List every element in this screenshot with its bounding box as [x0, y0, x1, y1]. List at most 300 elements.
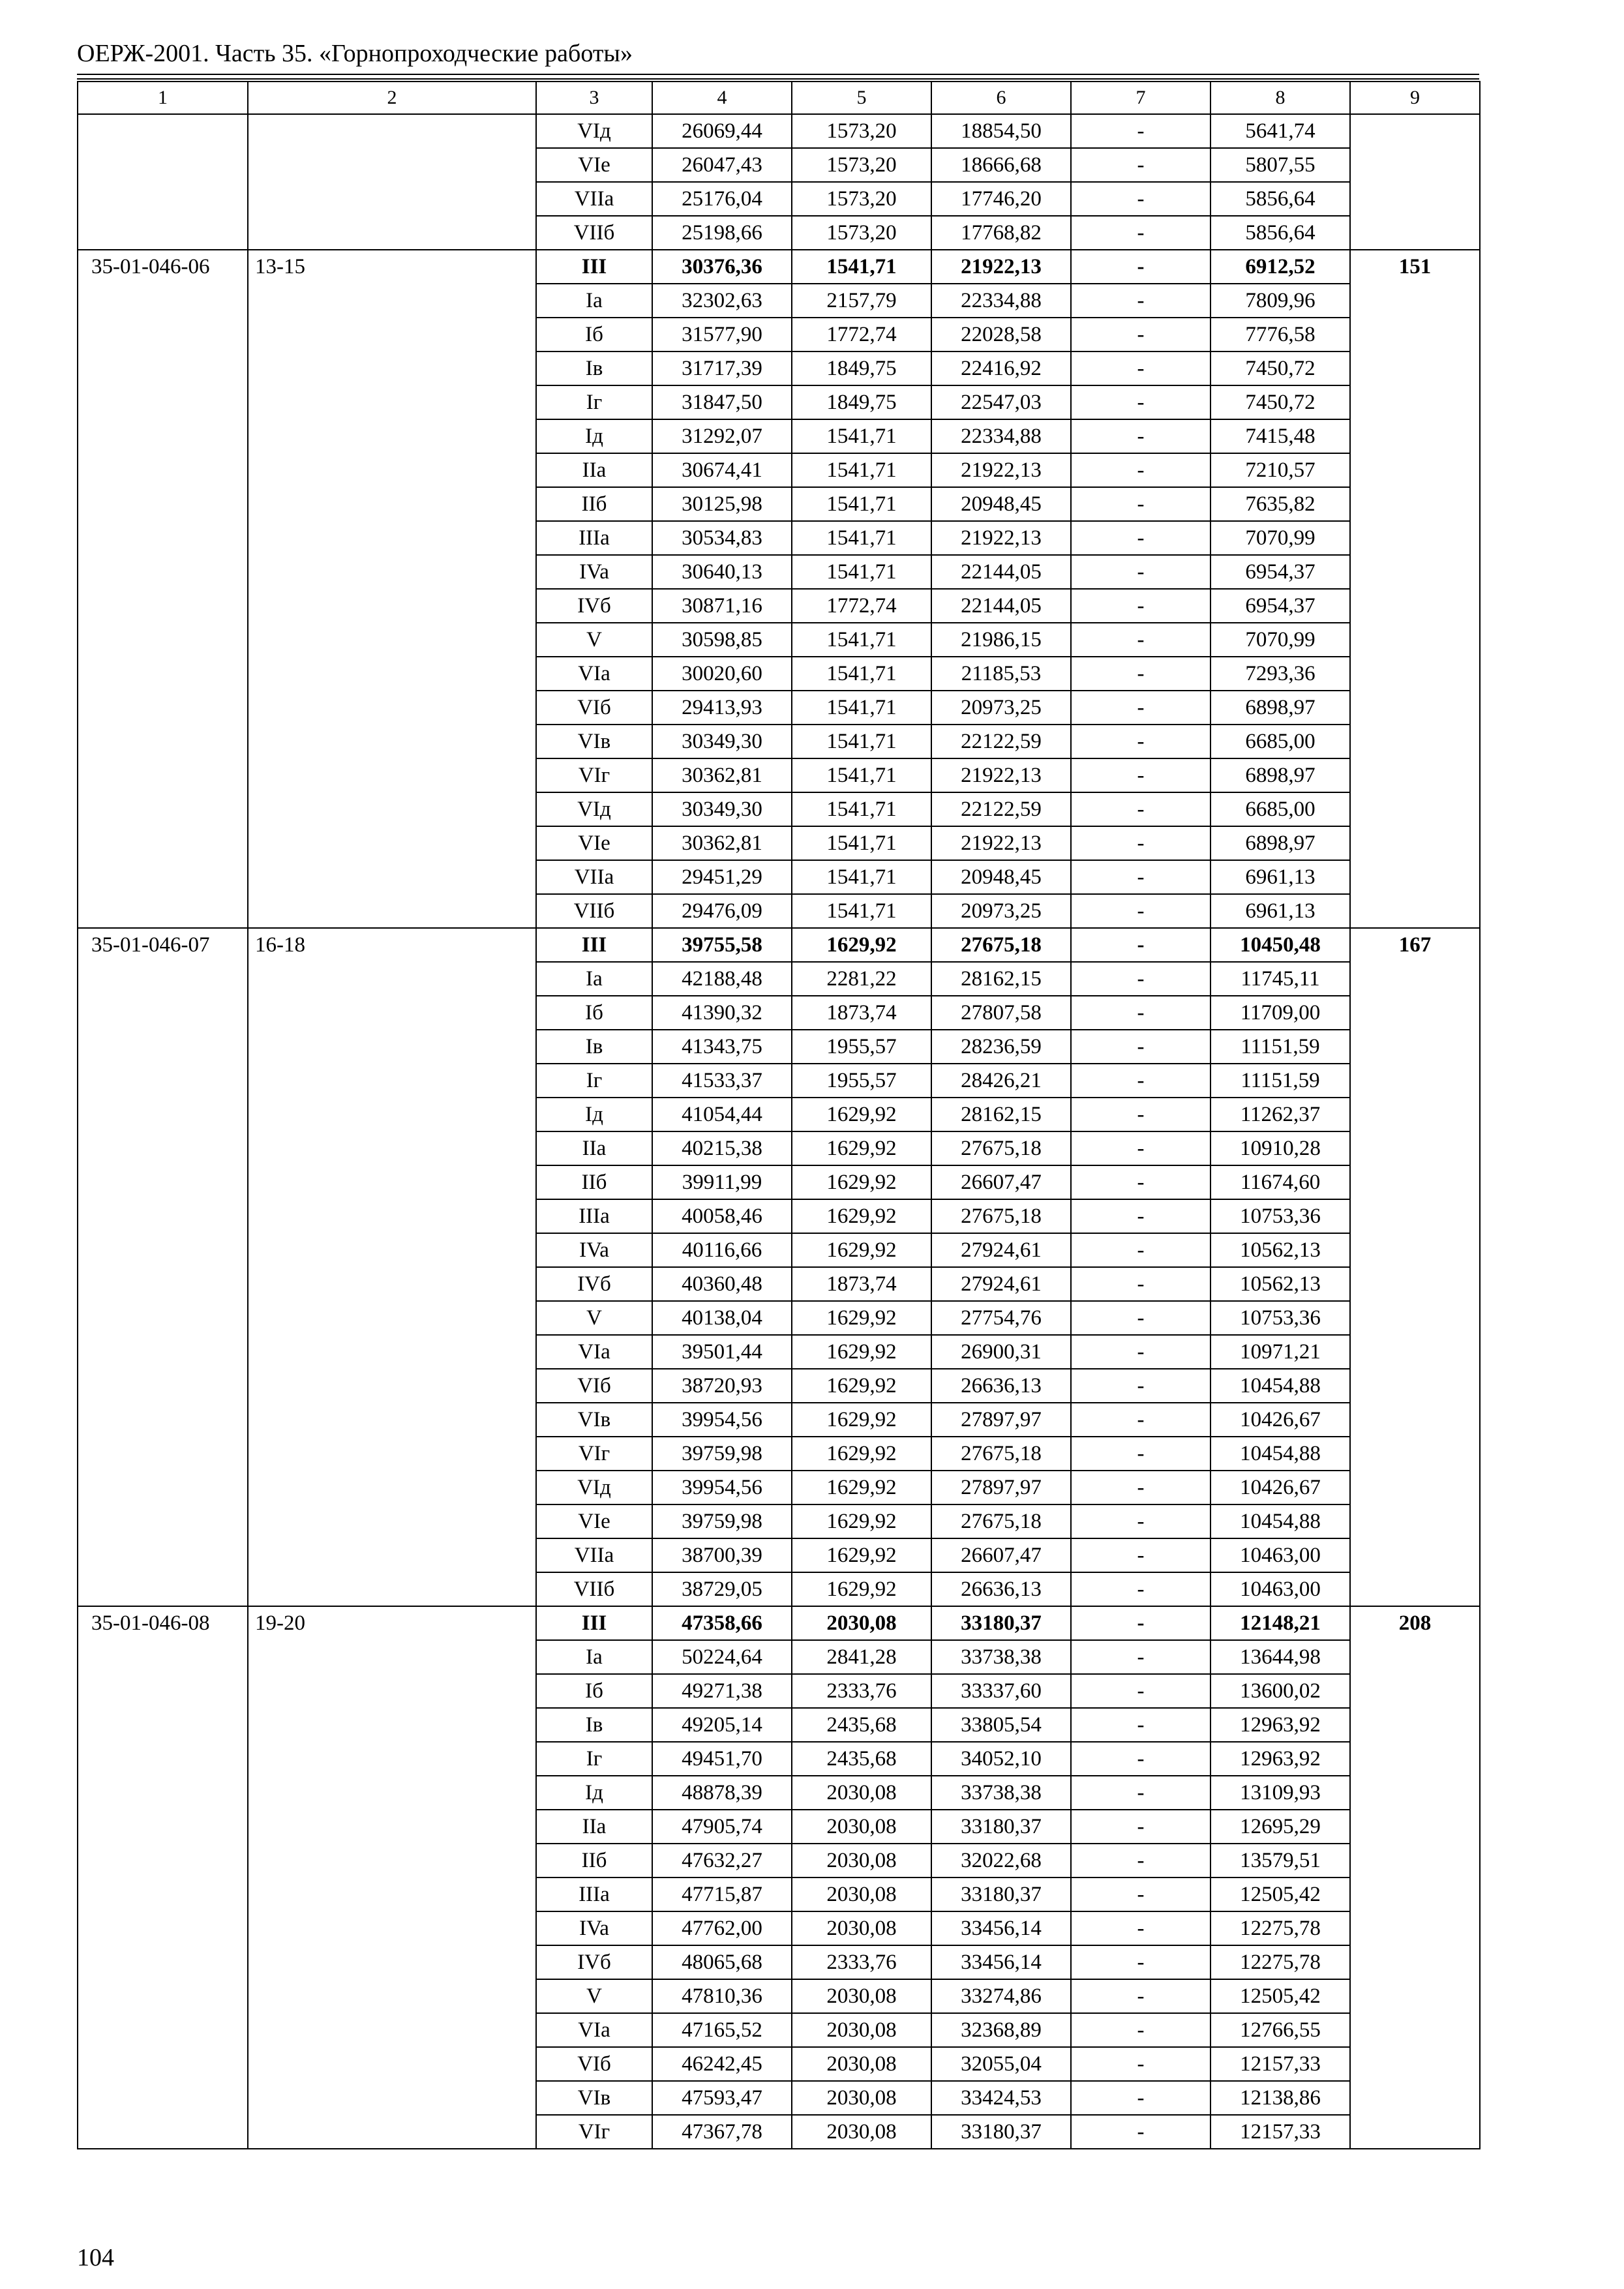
category-cell: Iг — [536, 1064, 652, 1098]
value-cell: 40116,66 — [652, 1233, 792, 1267]
value-cell: 33180,37 — [931, 1810, 1071, 1844]
value-cell: 6898,97 — [1210, 758, 1350, 792]
value-cell: 10562,13 — [1210, 1233, 1350, 1267]
value-cell: - — [1071, 1131, 1210, 1165]
value-cell: 6961,13 — [1210, 860, 1350, 894]
value-cell: 6898,97 — [1210, 691, 1350, 725]
column-9-cell: 167 — [1350, 928, 1480, 1606]
value-cell: - — [1071, 1640, 1210, 1674]
value-cell: 47715,87 — [652, 1878, 792, 1911]
value-cell: 1541,71 — [792, 792, 931, 826]
column-number: 8 — [1210, 82, 1350, 114]
value-cell: - — [1071, 2081, 1210, 2115]
category-cell: Iв — [536, 1708, 652, 1742]
value-cell: 1541,71 — [792, 487, 931, 521]
value-cell: 20973,25 — [931, 691, 1071, 725]
column-9-cell: 151 — [1350, 250, 1480, 928]
column-9-cell: 208 — [1350, 1606, 1480, 2149]
value-cell: 22334,88 — [931, 284, 1071, 318]
category-cell: IIIa — [536, 1199, 652, 1233]
value-cell: 22416,92 — [931, 352, 1071, 385]
category-cell: III — [536, 1606, 652, 1640]
value-cell: 47905,74 — [652, 1810, 792, 1844]
value-cell: 38729,05 — [652, 1572, 792, 1606]
category-cell: Ia — [536, 284, 652, 318]
value-cell: 33738,38 — [931, 1640, 1071, 1674]
value-cell: 12505,42 — [1210, 1979, 1350, 2013]
category-cell: IIa — [536, 453, 652, 487]
category-cell: VIIб — [536, 894, 652, 928]
value-cell: 27675,18 — [931, 928, 1071, 962]
value-cell: 33180,37 — [931, 1606, 1071, 1640]
value-cell: - — [1071, 487, 1210, 521]
column-number: 1 — [78, 82, 248, 114]
header-rule-top — [77, 74, 1479, 75]
value-cell: 1629,92 — [792, 1131, 931, 1165]
value-cell: 6898,97 — [1210, 826, 1350, 860]
value-cell: 21185,53 — [931, 657, 1071, 691]
value-cell: 40360,48 — [652, 1267, 792, 1301]
value-cell: - — [1071, 1742, 1210, 1776]
value-cell: 1629,92 — [792, 1572, 931, 1606]
value-cell: - — [1071, 860, 1210, 894]
value-cell: 1873,74 — [792, 996, 931, 1030]
value-cell: 41343,75 — [652, 1030, 792, 1064]
category-cell: VIe — [536, 826, 652, 860]
value-cell: 7070,99 — [1210, 521, 1350, 555]
value-cell: 27754,76 — [931, 1301, 1071, 1335]
value-cell: 12157,33 — [1210, 2047, 1350, 2081]
value-cell: 41390,32 — [652, 996, 792, 1030]
value-cell: 31577,90 — [652, 318, 792, 352]
value-cell: 29451,29 — [652, 860, 792, 894]
value-cell: 2030,08 — [792, 1776, 931, 1810]
value-cell: 47367,78 — [652, 2115, 792, 2149]
value-cell: 7450,72 — [1210, 385, 1350, 419]
value-cell: 30349,30 — [652, 725, 792, 758]
category-cell: IVб — [536, 1267, 652, 1301]
value-cell: - — [1071, 148, 1210, 182]
value-cell: 1541,71 — [792, 555, 931, 589]
category-cell: VIe — [536, 1504, 652, 1538]
category-cell: IVa — [536, 555, 652, 589]
value-cell: - — [1071, 2115, 1210, 2149]
value-cell: 26636,13 — [931, 1369, 1071, 1403]
value-cell: - — [1071, 250, 1210, 284]
value-cell: - — [1071, 1335, 1210, 1369]
category-cell: VIa — [536, 1335, 652, 1369]
value-cell: 30640,13 — [652, 555, 792, 589]
value-cell: - — [1071, 1538, 1210, 1572]
value-cell: 20973,25 — [931, 894, 1071, 928]
value-cell: 1573,20 — [792, 114, 931, 148]
value-cell: 46242,45 — [652, 2047, 792, 2081]
value-cell: 1573,20 — [792, 148, 931, 182]
value-cell: 21922,13 — [931, 250, 1071, 284]
value-cell: 12766,55 — [1210, 2013, 1350, 2047]
value-cell: 11709,00 — [1210, 996, 1350, 1030]
value-cell: 1541,71 — [792, 894, 931, 928]
value-cell: 7809,96 — [1210, 284, 1350, 318]
value-cell: - — [1071, 1708, 1210, 1742]
value-cell: 30598,85 — [652, 623, 792, 657]
value-cell: 29413,93 — [652, 691, 792, 725]
category-cell: Iд — [536, 1098, 652, 1131]
value-cell: 22547,03 — [931, 385, 1071, 419]
category-cell: VIe — [536, 148, 652, 182]
category-cell: V — [536, 1979, 652, 2013]
value-cell: 17768,82 — [931, 216, 1071, 250]
value-cell: 47358,66 — [652, 1606, 792, 1640]
value-cell: 6954,37 — [1210, 589, 1350, 623]
category-cell: Iв — [536, 352, 652, 385]
value-cell: - — [1071, 453, 1210, 487]
value-cell: - — [1071, 284, 1210, 318]
category-cell: VIг — [536, 758, 652, 792]
value-cell: 41054,44 — [652, 1098, 792, 1131]
category-cell: IVa — [536, 1911, 652, 1945]
value-cell: 1541,71 — [792, 623, 931, 657]
value-cell: - — [1071, 182, 1210, 216]
value-cell: - — [1071, 2047, 1210, 2081]
page-number: 104 — [77, 2244, 114, 2271]
value-cell: 1541,71 — [792, 657, 931, 691]
value-cell: 30362,81 — [652, 826, 792, 860]
value-cell: 33180,37 — [931, 1878, 1071, 1911]
value-cell: 13579,51 — [1210, 1844, 1350, 1878]
value-cell: - — [1071, 1233, 1210, 1267]
value-cell: 1772,74 — [792, 318, 931, 352]
value-cell: - — [1071, 758, 1210, 792]
page-header — [77, 38, 1479, 69]
value-cell: 30674,41 — [652, 453, 792, 487]
rate-code-cell: 35-01-046-07 — [78, 928, 248, 1606]
value-cell: 27807,58 — [931, 996, 1071, 1030]
category-cell: VIa — [536, 657, 652, 691]
value-cell: - — [1071, 419, 1210, 453]
value-cell: 1541,71 — [792, 826, 931, 860]
table-row — [78, 114, 1480, 148]
value-cell: 40058,46 — [652, 1199, 792, 1233]
value-cell: 1629,92 — [792, 1437, 931, 1471]
value-cell: 1955,57 — [792, 1030, 931, 1064]
value-cell: - — [1071, 1301, 1210, 1335]
value-cell: 12963,92 — [1210, 1742, 1350, 1776]
value-cell: - — [1071, 318, 1210, 352]
value-cell: 21922,13 — [931, 521, 1071, 555]
value-cell: - — [1071, 1267, 1210, 1301]
value-cell: 31717,39 — [652, 352, 792, 385]
value-cell: 1629,92 — [792, 1098, 931, 1131]
column-number: 6 — [931, 82, 1071, 114]
value-cell: 10450,48 — [1210, 928, 1350, 962]
table-row — [78, 250, 1480, 284]
category-cell: Iб — [536, 1674, 652, 1708]
value-cell: 7776,58 — [1210, 318, 1350, 352]
value-cell: 41533,37 — [652, 1064, 792, 1098]
category-cell: VIв — [536, 725, 652, 758]
table-row — [78, 928, 1480, 962]
value-cell: 2030,08 — [792, 1979, 931, 2013]
value-cell: 30871,16 — [652, 589, 792, 623]
category-cell: VIг — [536, 2115, 652, 2149]
category-cell: IIa — [536, 1810, 652, 1844]
value-cell: - — [1071, 826, 1210, 860]
value-cell: 11745,11 — [1210, 962, 1350, 996]
value-cell: 21986,15 — [931, 623, 1071, 657]
value-cell: 1629,92 — [792, 1165, 931, 1199]
value-cell: 20948,45 — [931, 860, 1071, 894]
value-cell: 39954,56 — [652, 1471, 792, 1504]
category-cell: VIв — [536, 1403, 652, 1437]
value-cell: 12963,92 — [1210, 1708, 1350, 1742]
value-cell: 42188,48 — [652, 962, 792, 996]
value-cell: 47632,27 — [652, 1844, 792, 1878]
value-cell: 7635,82 — [1210, 487, 1350, 521]
value-cell: 10562,13 — [1210, 1267, 1350, 1301]
value-cell: - — [1071, 2013, 1210, 2047]
value-cell: - — [1071, 1606, 1210, 1640]
value-cell: 26900,31 — [931, 1335, 1071, 1369]
value-cell: 40138,04 — [652, 1301, 792, 1335]
category-cell: IIIa — [536, 1878, 652, 1911]
column-number: 4 — [652, 82, 792, 114]
value-cell: 40215,38 — [652, 1131, 792, 1165]
value-cell: 13644,98 — [1210, 1640, 1350, 1674]
category-cell: Iг — [536, 385, 652, 419]
value-cell: 33738,38 — [931, 1776, 1071, 1810]
value-cell: 28162,15 — [931, 962, 1071, 996]
range-cell: 16-18 — [248, 928, 536, 1606]
category-cell: VIб — [536, 2047, 652, 2081]
value-cell: 11151,59 — [1210, 1030, 1350, 1064]
category-cell: VIб — [536, 1369, 652, 1403]
value-cell: 18854,50 — [931, 114, 1071, 148]
value-cell: 1629,92 — [792, 1335, 931, 1369]
value-cell: 2435,68 — [792, 1742, 931, 1776]
value-cell: 21922,13 — [931, 758, 1071, 792]
column-number-row — [78, 82, 1480, 114]
value-cell: - — [1071, 589, 1210, 623]
value-cell: - — [1071, 1674, 1210, 1708]
column-number: 7 — [1071, 82, 1210, 114]
category-cell: Ia — [536, 962, 652, 996]
value-cell: 2841,28 — [792, 1640, 931, 1674]
value-cell: 10454,88 — [1210, 1437, 1350, 1471]
column-number: 9 — [1350, 82, 1480, 114]
value-cell: 2333,76 — [792, 1945, 931, 1979]
value-cell: 12275,78 — [1210, 1911, 1350, 1945]
value-cell: 27675,18 — [931, 1131, 1071, 1165]
value-cell: 1541,71 — [792, 691, 931, 725]
value-cell: 2030,08 — [792, 1844, 931, 1878]
value-cell: 26607,47 — [931, 1538, 1071, 1572]
value-cell: 6954,37 — [1210, 555, 1350, 589]
value-cell: 39501,44 — [652, 1335, 792, 1369]
category-cell: VIIa — [536, 182, 652, 216]
value-cell: 47165,52 — [652, 2013, 792, 2047]
value-cell: 1541,71 — [792, 521, 931, 555]
value-cell: - — [1071, 216, 1210, 250]
category-cell: Iб — [536, 318, 652, 352]
value-cell: 30349,30 — [652, 792, 792, 826]
category-cell: IIIa — [536, 521, 652, 555]
value-cell: - — [1071, 1776, 1210, 1810]
value-cell: - — [1071, 1810, 1210, 1844]
value-cell: 33274,86 — [931, 1979, 1071, 2013]
value-cell: - — [1071, 1572, 1210, 1606]
value-cell: - — [1071, 1504, 1210, 1538]
value-cell: 33337,60 — [931, 1674, 1071, 1708]
value-cell: - — [1071, 1437, 1210, 1471]
price-table-body — [78, 82, 1480, 2149]
value-cell: 39911,99 — [652, 1165, 792, 1199]
value-cell: - — [1071, 996, 1210, 1030]
value-cell: 10463,00 — [1210, 1572, 1350, 1606]
value-cell: 1541,71 — [792, 250, 931, 284]
value-cell: - — [1071, 1064, 1210, 1098]
value-cell: 30020,60 — [652, 657, 792, 691]
value-cell: 2030,08 — [792, 2115, 931, 2149]
value-cell: 7210,57 — [1210, 453, 1350, 487]
value-cell: 1541,71 — [792, 453, 931, 487]
value-cell: 49271,38 — [652, 1674, 792, 1708]
value-cell: 2030,08 — [792, 2047, 931, 2081]
value-cell: 1629,92 — [792, 1471, 931, 1504]
category-cell: V — [536, 623, 652, 657]
value-cell: - — [1071, 657, 1210, 691]
value-cell: 20948,45 — [931, 487, 1071, 521]
value-cell: 2030,08 — [792, 1606, 931, 1640]
category-cell: IVa — [536, 1233, 652, 1267]
value-cell: - — [1071, 1403, 1210, 1437]
value-cell: - — [1071, 725, 1210, 758]
column-number: 5 — [792, 82, 931, 114]
value-cell: 10753,36 — [1210, 1301, 1350, 1335]
value-cell: - — [1071, 1030, 1210, 1064]
table-row — [78, 1606, 1480, 1640]
category-cell: III — [536, 928, 652, 962]
value-cell: 33805,54 — [931, 1708, 1071, 1742]
value-cell: 7070,99 — [1210, 623, 1350, 657]
value-cell: 21922,13 — [931, 453, 1071, 487]
value-cell: 7415,48 — [1210, 419, 1350, 453]
category-cell: VIIб — [536, 216, 652, 250]
value-cell: 1629,92 — [792, 1233, 931, 1267]
category-cell: Iб — [536, 996, 652, 1030]
value-cell: 30362,81 — [652, 758, 792, 792]
value-cell: 12505,42 — [1210, 1878, 1350, 1911]
value-cell: 1849,75 — [792, 385, 931, 419]
value-cell: - — [1071, 555, 1210, 589]
value-cell: 10454,88 — [1210, 1369, 1350, 1403]
value-cell: 10910,28 — [1210, 1131, 1350, 1165]
category-cell: IIб — [536, 1165, 652, 1199]
value-cell: 26069,44 — [652, 114, 792, 148]
category-cell: VIд — [536, 114, 652, 148]
value-cell: 2030,08 — [792, 1878, 931, 1911]
value-cell: 1629,92 — [792, 1369, 931, 1403]
value-cell: 31292,07 — [652, 419, 792, 453]
category-cell: VIIб — [536, 1572, 652, 1606]
value-cell: - — [1071, 385, 1210, 419]
value-cell: 27675,18 — [931, 1437, 1071, 1471]
category-cell: Iд — [536, 419, 652, 453]
column-number: 2 — [248, 82, 536, 114]
value-cell: 1772,74 — [792, 589, 931, 623]
value-cell: 1955,57 — [792, 1064, 931, 1098]
value-cell: 2281,22 — [792, 962, 931, 996]
value-cell: 5641,74 — [1210, 114, 1350, 148]
value-cell: 39759,98 — [652, 1504, 792, 1538]
category-cell: VIв — [536, 2081, 652, 2115]
rate-code-cell: 35-01-046-06 — [78, 250, 248, 928]
category-cell: Ia — [536, 1640, 652, 1674]
value-cell: 38720,93 — [652, 1369, 792, 1403]
value-cell: - — [1071, 114, 1210, 148]
value-cell: 28162,15 — [931, 1098, 1071, 1131]
value-cell: - — [1071, 928, 1210, 962]
value-cell: 1573,20 — [792, 216, 931, 250]
price-table — [77, 81, 1481, 2149]
value-cell: - — [1071, 691, 1210, 725]
value-cell: 32302,63 — [652, 284, 792, 318]
value-cell: 22122,59 — [931, 725, 1071, 758]
value-cell: 22122,59 — [931, 792, 1071, 826]
category-cell: III — [536, 250, 652, 284]
value-cell: 7450,72 — [1210, 352, 1350, 385]
value-cell: 49205,14 — [652, 1708, 792, 1742]
value-cell: 30125,98 — [652, 487, 792, 521]
value-cell: 26607,47 — [931, 1165, 1071, 1199]
header-rule-bottom — [77, 78, 1479, 80]
value-cell: 22144,05 — [931, 589, 1071, 623]
value-cell: 5856,64 — [1210, 216, 1350, 250]
value-cell: 2030,08 — [792, 2081, 931, 2115]
rate-code-cell — [78, 114, 248, 250]
value-cell: - — [1071, 894, 1210, 928]
value-cell: 27897,97 — [931, 1471, 1071, 1504]
value-cell: - — [1071, 1471, 1210, 1504]
value-cell: - — [1071, 623, 1210, 657]
value-cell: - — [1071, 1945, 1210, 1979]
value-cell: 47762,00 — [652, 1911, 792, 1945]
value-cell: 30534,83 — [652, 521, 792, 555]
value-cell: 11151,59 — [1210, 1064, 1350, 1098]
column-9-cell — [1350, 114, 1480, 250]
value-cell: 39755,58 — [652, 928, 792, 962]
value-cell: 2030,08 — [792, 1911, 931, 1945]
value-cell: 32055,04 — [931, 2047, 1071, 2081]
value-cell: - — [1071, 521, 1210, 555]
value-cell: 17746,20 — [931, 182, 1071, 216]
value-cell: 25176,04 — [652, 182, 792, 216]
value-cell: - — [1071, 1199, 1210, 1233]
value-cell: 1629,92 — [792, 1403, 931, 1437]
value-cell: 1541,71 — [792, 758, 931, 792]
value-cell: 12695,29 — [1210, 1810, 1350, 1844]
value-cell: 7293,36 — [1210, 657, 1350, 691]
value-cell: - — [1071, 962, 1210, 996]
value-cell: 29476,09 — [652, 894, 792, 928]
value-cell: 31847,50 — [652, 385, 792, 419]
category-cell: IIб — [536, 487, 652, 521]
value-cell: 38700,39 — [652, 1538, 792, 1572]
value-cell: 1629,92 — [792, 1504, 931, 1538]
value-cell: 1629,92 — [792, 1199, 931, 1233]
category-cell: VIa — [536, 2013, 652, 2047]
value-cell: 27675,18 — [931, 1199, 1071, 1233]
